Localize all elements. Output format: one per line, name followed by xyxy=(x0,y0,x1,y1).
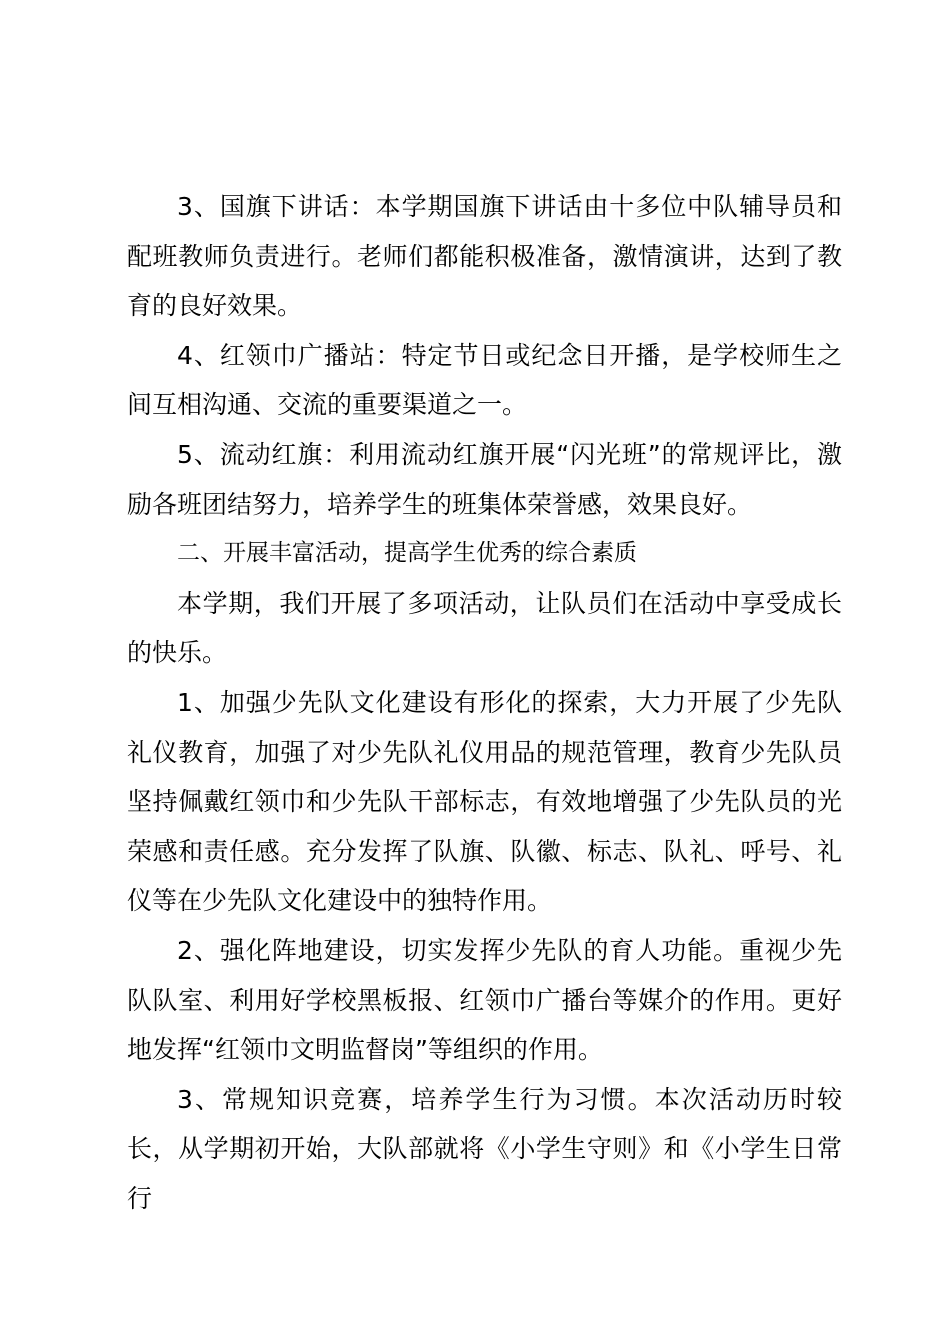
paragraph-mobile-red-flag: 5、流动红旗：利用流动红旗开展“闪光班”的常规评比，激励各班团结努力，培养学生的班集体荣誉感，效果良好。 xyxy=(127,439,842,519)
paragraph-position-building: 2、强化阵地建设，切实发挥少先队的育人功能。重视少先队队室、利用好学校黑板报、红领巾广播台等媒介的作用。更好地发挥“红领巾文明监督岗”等组织的作用。 xyxy=(127,935,842,1065)
paragraph-flag-speech: 3、国旗下讲话：本学期国旗下讲话由十多位中队辅导员和配班教师负责进行。老师们都能积极准备，激情演讲，达到了教育的良好效果。 xyxy=(127,192,842,321)
paragraph-radio-station: 4、红领巾广播站：特定节日或纪念日开播，是学校师生之间互相沟通、交流的重要渠道之一。 xyxy=(127,340,842,420)
section-heading-activities: 二、开展丰富活动，提高学生优秀的综合素质 xyxy=(177,540,637,567)
paragraph-culture-building: 1、加强少先队文化建设有形化的探索，大力开展了少先队礼仪教育，加强了对少先队礼仪用品的规范管理，教育少先队员坚持佩戴红领巾和少先队干部标志，有效地增强了少先队员的光荣感和责任感。充分发挥了队旗、队徽、标志、队礼、呼号、礼仪等在少先队文化建设中的独特作用。 xyxy=(127,687,842,916)
paragraph-semester-intro: 本学期，我们开展了多项活动，让队员们在活动中享受成长的快乐。 xyxy=(127,588,842,668)
paragraph-knowledge-contest: 3、常规知识竞赛，培养学生行为习惯。本次活动历时较长，从学期初开始，大队部就将《小学生守则》和《小学生日常行 xyxy=(127,1084,842,1213)
document-body xyxy=(127,182,842,1223)
